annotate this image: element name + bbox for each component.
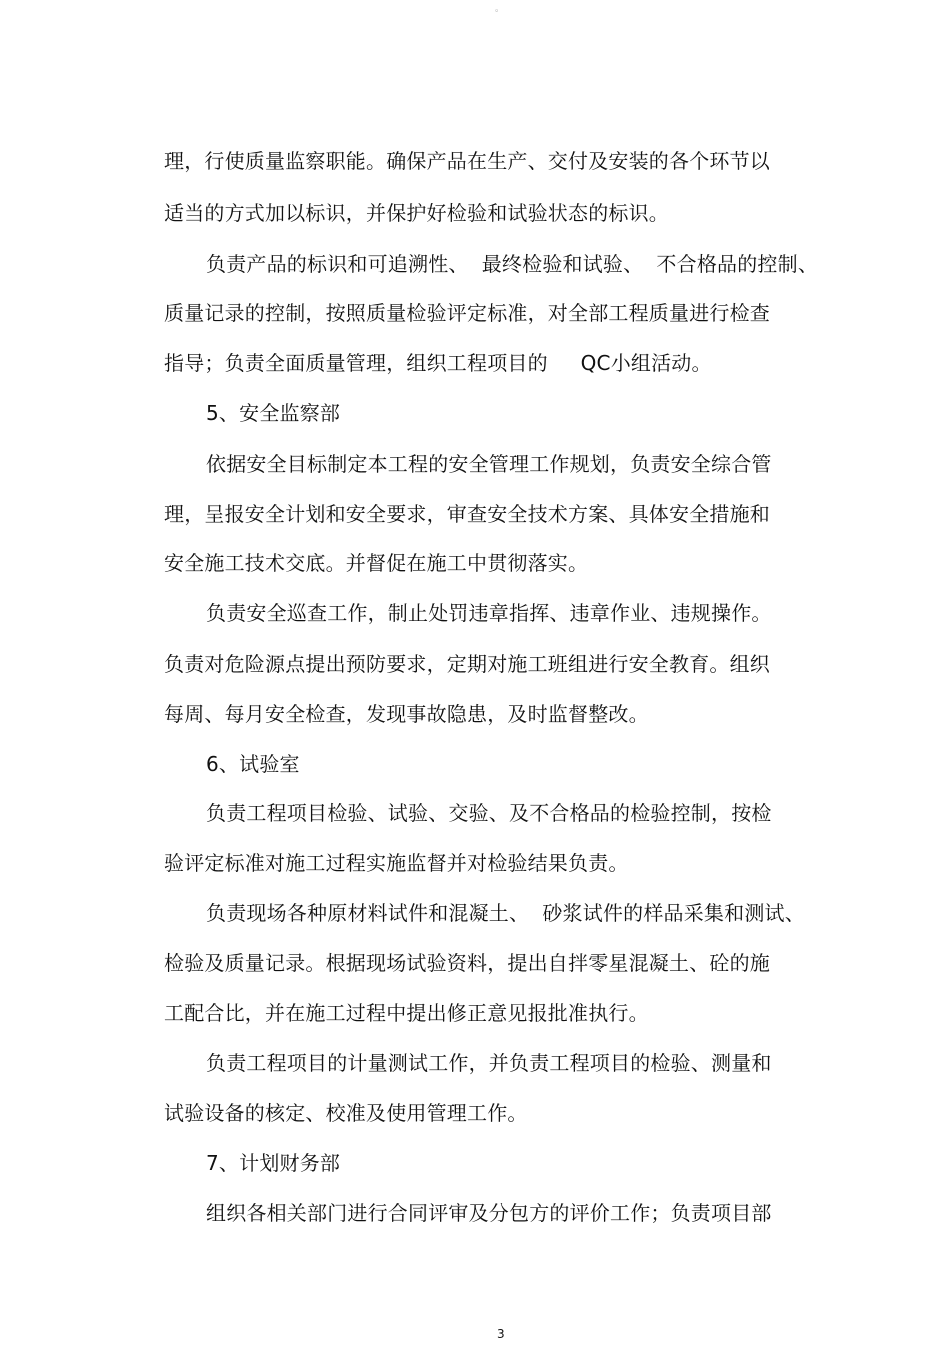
section-heading: 6、试验室 bbox=[206, 752, 300, 776]
text-line: 工配合比，并在施工过程中提出修正意见报批准执行。 bbox=[164, 1001, 649, 1025]
text-line: 负责工程项目的计量测试工作，并负责工程项目的检验、测量和 bbox=[206, 1051, 772, 1075]
text-line: 负责对危险源点提出预防要求，定期对施工班组进行安全教育。组织 bbox=[164, 652, 770, 676]
text-line: 指导；负责全面质量管理，组织工程项目的 QC小组活动。 bbox=[164, 351, 712, 375]
text-line: 依据安全目标制定本工程的安全管理工作规划，负责安全综合管 bbox=[206, 452, 772, 476]
section-heading: 7、计划财务部 bbox=[206, 1151, 341, 1175]
text-line: 检验及质量记录。根据现场试验资料，提出自拌零星混凝土、砼的施 bbox=[164, 951, 770, 975]
text-line: 理，呈报安全计划和安全要求，审查安全技术方案、具体安全措施和 bbox=[164, 502, 770, 526]
text-line: 理，行使质量监察职能。确保产品在生产、交付及安装的各个环节以 bbox=[164, 149, 770, 173]
text-line: 试验设备的核定、校准及使用管理工作。 bbox=[164, 1101, 528, 1125]
top-mark: 。 bbox=[495, 4, 505, 14]
text-line: 负责安全巡查工作，制止处罚违章指挥、违章作业、违规操作。 bbox=[206, 601, 772, 625]
section-heading: 5、安全监察部 bbox=[206, 401, 341, 425]
text-line: 负责现场各种原材料试件和混凝土、 砂浆试件的样品采集和测试、 bbox=[206, 901, 805, 925]
text-line: 适当的方式加以标识，并保护好检验和试验状态的标识。 bbox=[164, 201, 669, 225]
text-line: 验评定标准对施工过程实施监督并对检验结果负责。 bbox=[164, 851, 629, 875]
text-line: 负责工程项目检验、试验、交验、及不合格品的检验控制，按检 bbox=[206, 801, 772, 825]
text-line: 组织各相关部门进行合同评审及分包方的评价工作；负责项目部 bbox=[206, 1201, 772, 1225]
text-line: 质量记录的控制，按照质量检验评定标准，对全部工程质量进行检查 bbox=[164, 301, 770, 325]
text-line: 每周、每月安全检查，发现事故隐患，及时监督整改。 bbox=[164, 702, 649, 726]
text-line: 负责产品的标识和可追溯性、 最终检验和试验、 不合格品的控制、 bbox=[206, 252, 819, 276]
page-number: 3 bbox=[497, 1327, 505, 1341]
text-line: 安全施工技术交底。并督促在施工中贯彻落实。 bbox=[164, 551, 589, 575]
